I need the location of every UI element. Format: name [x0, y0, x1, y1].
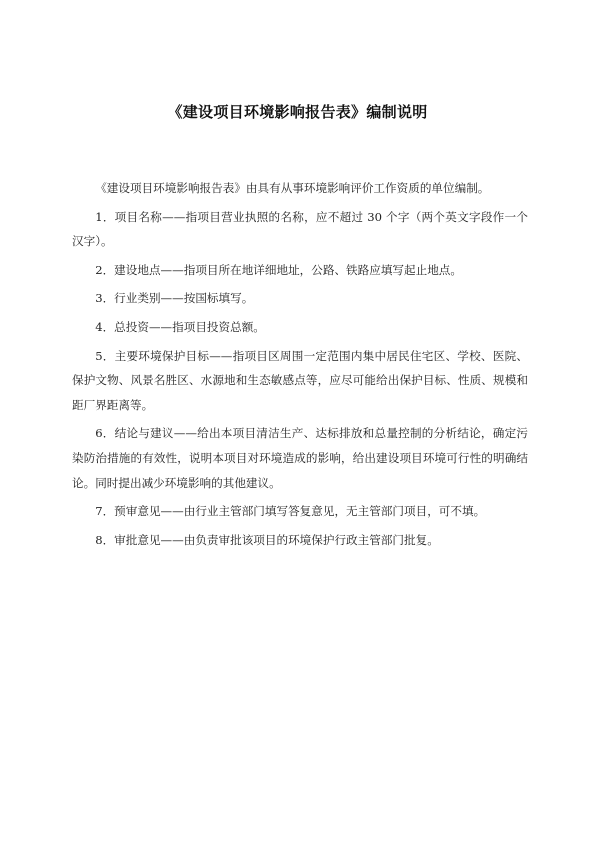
item-protection-targets: 5．主要环境保护目标——指项目区周围一定范围内集中居民住宅区、学校、医院、保护文物、风景名胜区、水源地和生态敏感点等，应尽可能给出保护目标、性质、规模和距厂界距离等。: [72, 348, 528, 412]
item-industry-category: 3．行业类别——按国标填写。: [95, 291, 254, 306]
document-body: [72, 176, 528, 556]
item-preliminary-review: 7．预审意见——由行业主管部门填写答复意见，无主管部门项目，可不填。: [95, 504, 486, 519]
item-total-investment: 4．总投资——指项目投资总额。: [95, 319, 265, 334]
item-construction-site: 2．建设地点——指项目所在地详细地址，公路、铁路应填写起止地点。: [95, 262, 462, 277]
item-conclusions: 6．结论与建议——给出本项目清洁生产、达标排放和总量控制的分析结论，确定污染防治措施的有效性，说明本项目对环境造成的影响，给出建设项目环境可行性的明确结论。同时提出减少环境影响的其他建议。: [72, 426, 528, 490]
document-title: 《建设项目环境影响报告表》编制说明: [167, 103, 428, 121]
item-project-name: 1．项目名称——指项目营业执照的名称，应不超过 30 个字（两个英文字段作一个汉字）。: [72, 209, 528, 249]
intro-paragraph: 《建设项目环境影响报告表》由具有从事环境影响评价工作资质的单位编制。: [95, 181, 490, 195]
item-approval-opinion: 8．审批意见——由负责审批该项目的环境保护行政主管部门批复。: [95, 532, 439, 547]
